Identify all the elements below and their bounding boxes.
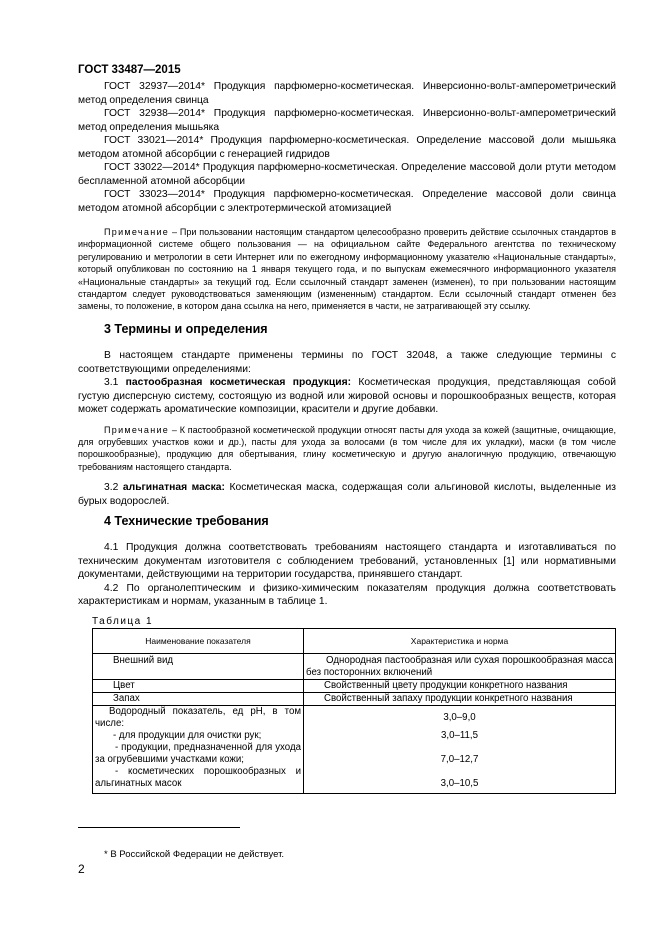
section-4-title: 4 Технические требования <box>104 514 269 528</box>
column-header: Наименование показателя <box>93 629 304 654</box>
reference-item: ГОСТ 33022—2014* Продукция парфюмерно-косметическая. Определение массовой доли ртути методом беспламенной атомной абсорбции <box>78 162 616 187</box>
column-header: Характеристика и норма <box>304 629 616 654</box>
table-row <box>93 680 616 693</box>
table-caption: Таблица 1 <box>92 616 154 627</box>
normative-references <box>78 80 616 313</box>
table-row <box>93 693 616 706</box>
table-header-row <box>93 629 616 654</box>
term-definition: Косметическая продукция, представляющая собой густую дисперсную систему, состоящую из водной или жировой основы и порошкообразных веществ, которая может содержать ароматические композиции, красители и другие добавки. <box>78 377 616 415</box>
reference-item: ГОСТ 32937—2014* Продукция парфюмерно-косметическая. Инверсионно-вольт-амперометрический метод определения свинца <box>78 81 616 106</box>
note-label: Примечание <box>104 424 170 435</box>
table-row <box>93 766 616 794</box>
table-row <box>93 742 616 766</box>
page-number: 2 <box>78 862 85 876</box>
indicator-value: Свойственный цвету продукции конкретного названия <box>324 680 568 691</box>
indicator-name: Запах <box>93 693 304 706</box>
section-4 <box>78 514 616 609</box>
term-3-1 <box>78 376 616 417</box>
indicator-name: Внешний вид <box>93 654 304 680</box>
table-row <box>93 654 616 680</box>
indicator-name: - продукции, предназначенной для ухода за огрубевшими участками кожи; <box>93 742 304 766</box>
indicator-name: - для продукции для очистки рук; <box>93 730 304 742</box>
indicator-value: 7,0–12,7 <box>440 754 479 765</box>
reference-item: ГОСТ 33023—2014* Продукция парфюмерно-косметическая. Определение массовой доли свинца методом атомной абсорбции с электротермической атомизацией <box>78 189 616 214</box>
section-3 <box>78 322 616 508</box>
indicator-value: 3,0–9,0 <box>443 712 476 723</box>
standard-header: ГОСТ 33487—2015 <box>78 64 181 76</box>
section-3-intro: В настоящем стандарте применены термины по ГОСТ 32048, а также следующие термины с соответствующими определениями: <box>78 350 616 375</box>
note-label: Примечание <box>104 227 170 237</box>
footnote: * В Российской Федерации не действует. <box>104 849 285 860</box>
note-references <box>78 226 616 313</box>
term-name: альгинатная маска: <box>122 482 225 494</box>
term-number: 3.2 <box>104 482 123 494</box>
note-text: – К пастообразной косметической продукции относят пасты для ухода за кожей (защитные, очищающие, для огрубевших участков кожи и др.), пасты для ухода за волосами (в том числе для их укладки), маски (в том числе порошкообразные), продукцию для обертывания, глину косметическую и другую аналогичную продукцию, отвечающую требованиям настоящего стандарта. <box>78 424 616 472</box>
section-3-title: 3 Термины и определения <box>104 322 268 336</box>
term-number: 3.1 <box>104 377 126 388</box>
indicator-name: Водородный показатель, ед pH, в том числе: <box>93 706 304 731</box>
indicator-value: Однородная пастообразная или сухая порошкообразная масса без посторонних включений <box>306 655 613 678</box>
requirements-table <box>92 628 616 794</box>
indicator-value: Свойственный запаху продукции конкретного названия <box>324 693 573 704</box>
footnote-divider <box>78 827 240 828</box>
reference-item: ГОСТ 32938—2014* Продукция парфюмерно-косметическая. Инверсионно-вольт-амперометрический метод определения мышьяка <box>78 108 616 133</box>
paragraph-4-2: 4.2 По органолептическим и физико-химическим показателям продукция должна соответствовать характеристикам и нормам, указанным в таблице 1. <box>78 582 616 607</box>
term-definition: Косметическая маска, содержащая соли альгиновой кислоты, выделенные из бурых водорослей. <box>78 482 616 507</box>
indicator-name: Цвет <box>93 680 304 693</box>
note-paste <box>78 424 616 474</box>
term-name: пастообразная косметическая продукция: <box>125 377 352 388</box>
term-3-2 <box>78 481 616 508</box>
table-row <box>93 706 616 731</box>
reference-item: ГОСТ 33021—2014* Продукция парфюмерно-косметическая. Определение массовой доли мышьяка методом атомной абсорбции с генерацией гидридов <box>78 135 616 160</box>
paragraph-4-1: 4.1 Продукция должна соответствовать требованиям настоящего стандарта и изготавливаться по техническим документам изготовителя с соблюдением требований, установленных [1] или нормативными документами, действующими на территории государства, принявшего стандарт. <box>78 542 616 580</box>
note-text: – При пользовании настоящим стандартом целесообразно проверить действие ссылочных стандартов в информационной системе общего пользования — на официальном сайте Федерального агентства по техническому регулированию и метрологии в сети Интернет или по ежегодному информационному указателю «Национальные стандарты», который опубликован по состоянию на 1 января текущего года, и по выпускам ежемесячного информационного указателя «Национальные стандарты» за текущий год. Если ссылочный стандарт заменен (изменен), то при пользовании настоящим стандартом следует руководствоваться заменяющим (измененным) стандартом. Если ссылочный стандарт отменен без замены, то положение, в котором дана ссылка на него, применяется в части, не затрагивающей эту ссылку. <box>78 227 616 312</box>
indicator-value: 3,0–11,5 <box>441 730 478 741</box>
indicator-value: 3,0–10,5 <box>440 778 479 789</box>
table-row <box>93 730 616 742</box>
indicator-name: - косметических порошкообразных и альгинатных масок <box>93 766 304 794</box>
